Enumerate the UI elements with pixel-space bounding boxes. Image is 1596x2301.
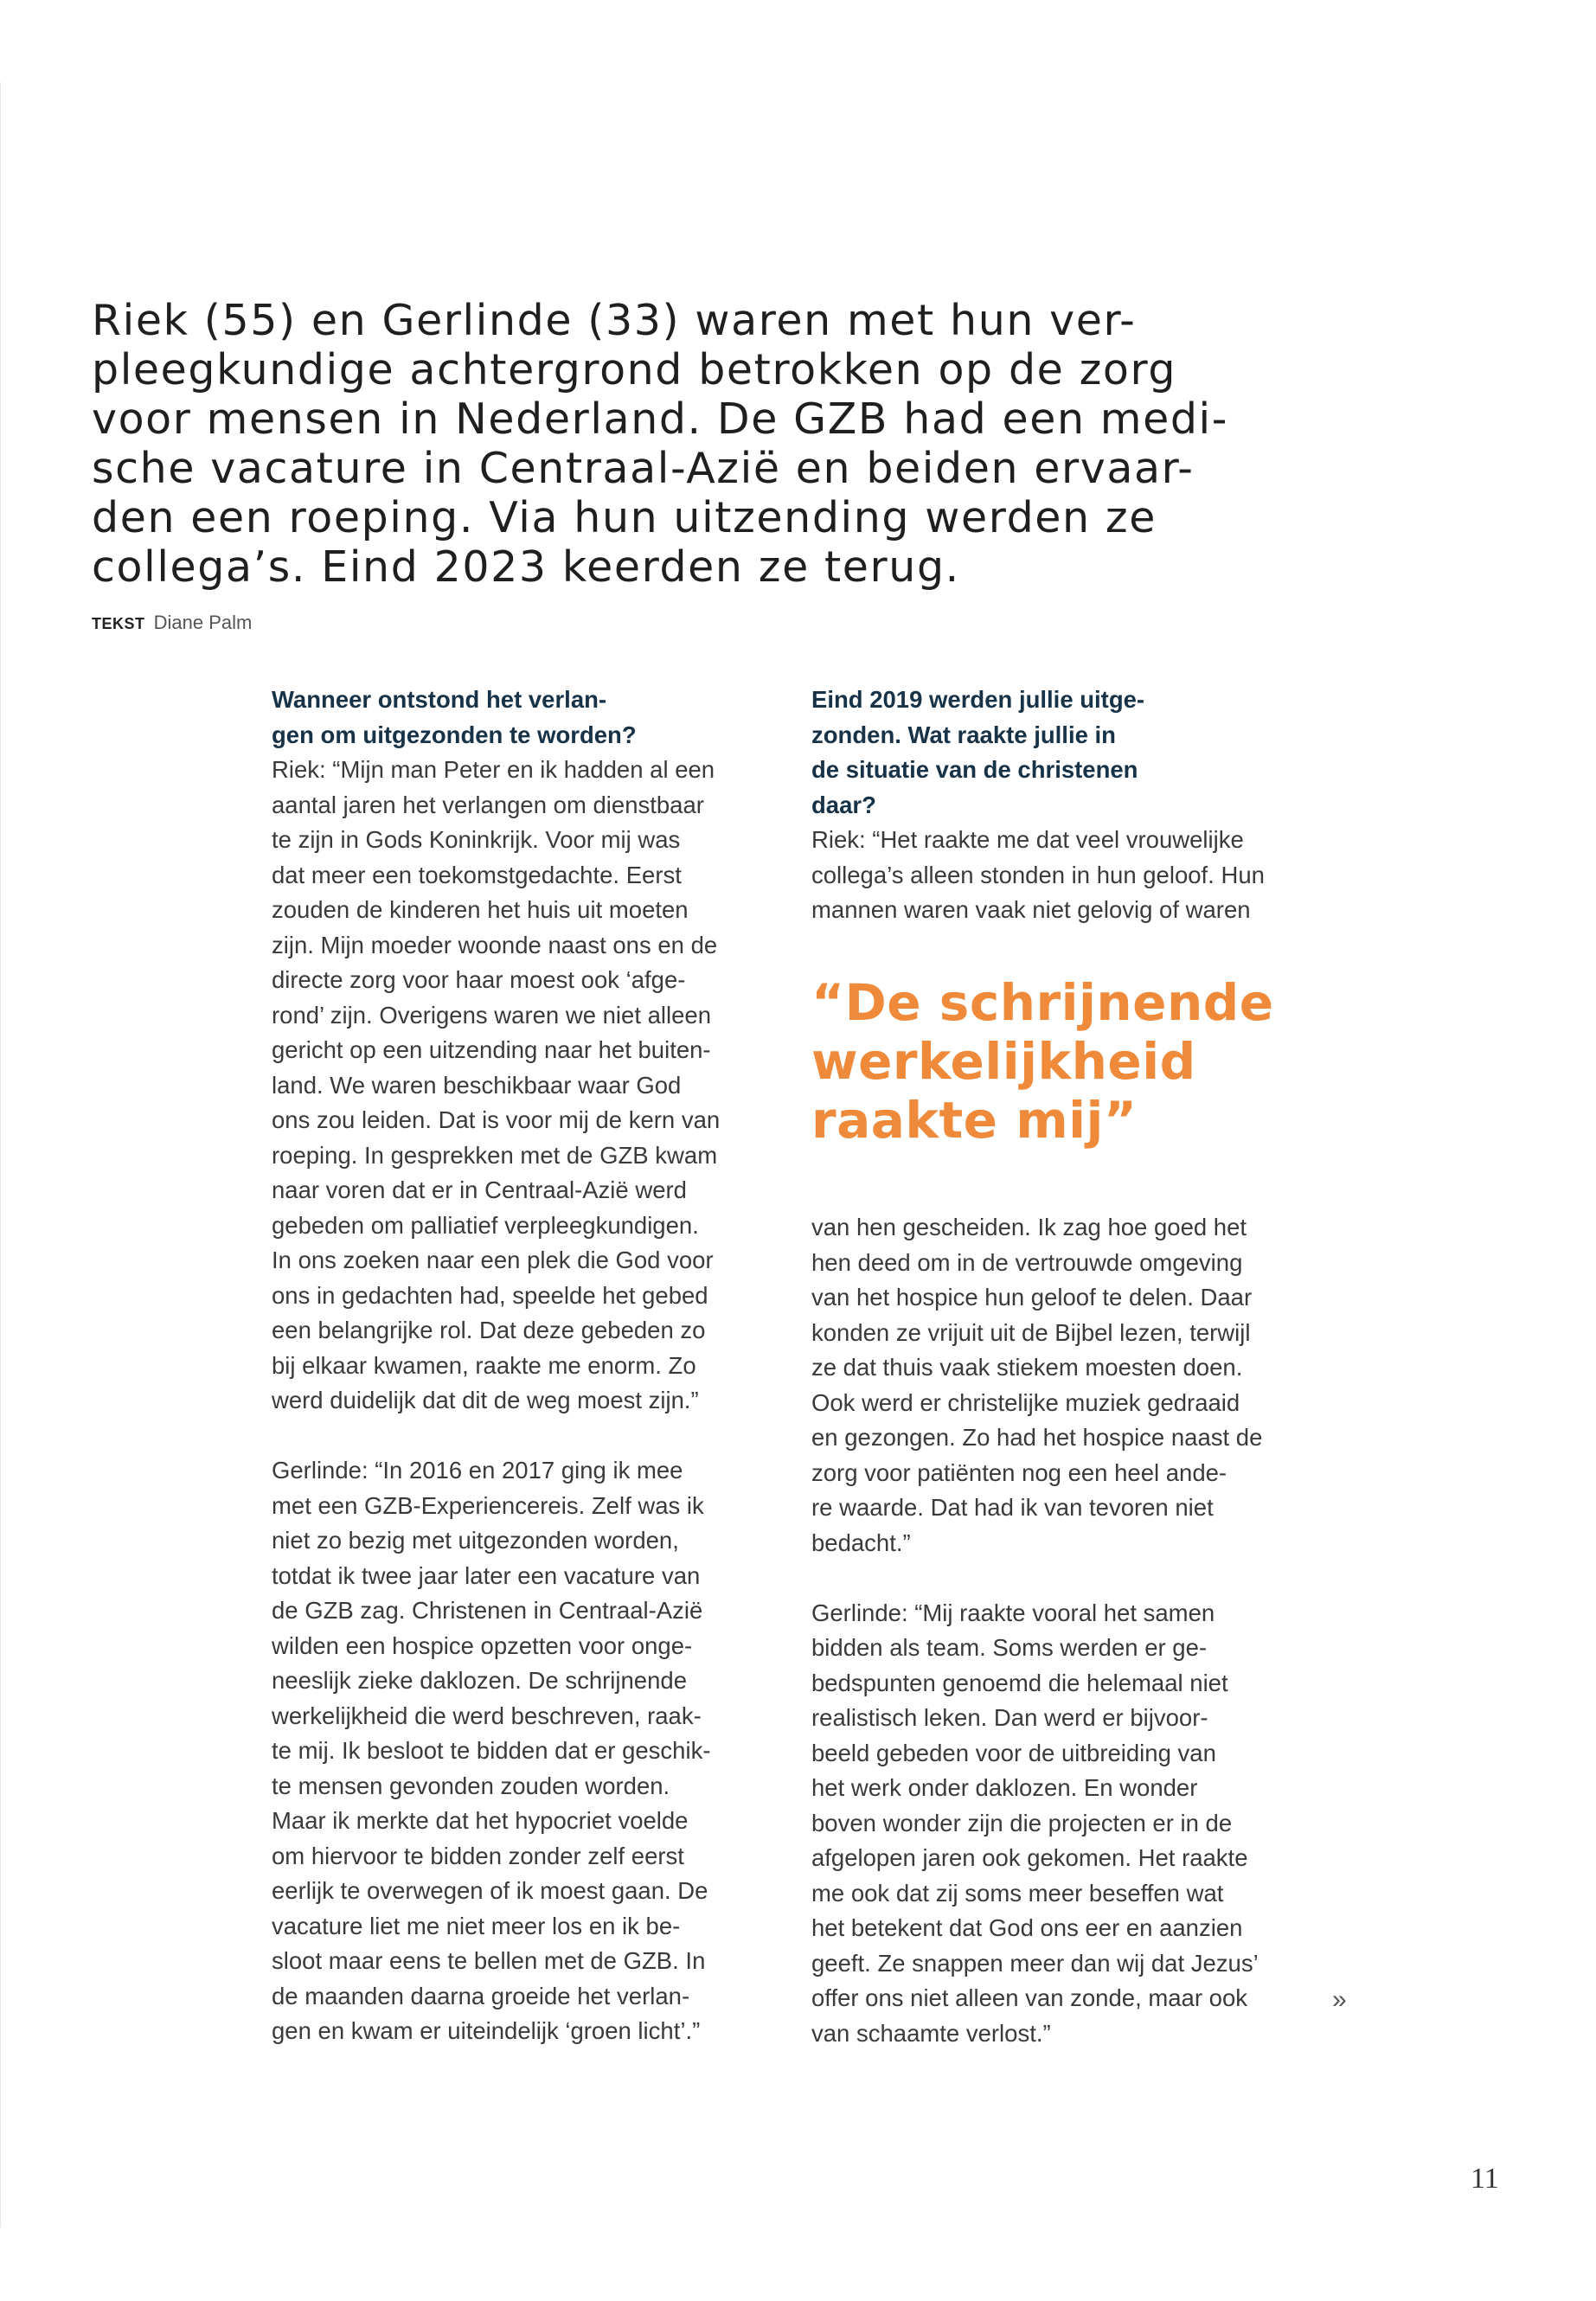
right-column-top: [811, 683, 1330, 928]
answer-line: niet zo bezig met uitgezonden worden,: [272, 1527, 679, 1554]
question-line: Wanneer ontstond het verlan-: [272, 686, 607, 713]
answer-line: van het hospice hun geloof te delen. Daar: [811, 1284, 1253, 1311]
answer-line: Ook werd er christelijke muziek gedraaid: [811, 1388, 1240, 1416]
answer-line: rond’ zijn. Overigens waren we niet alleen: [272, 1001, 711, 1029]
answer-line: bedacht.”: [811, 1529, 911, 1556]
answer-line: land. We waren beschikbaar waar God: [272, 1071, 682, 1099]
credit-author: Diane Palm: [153, 612, 253, 633]
intro-line: Riek (55) en Gerlinde (33) waren met hun ver-: [92, 296, 1137, 345]
answer-line: roeping. In gesprekken met de GZB kwam: [272, 1141, 718, 1169]
answer-line: de GZB zag. Christenen in Centraal-Azië: [272, 1597, 703, 1624]
answer-line: werkelijkheid die werd beschreven, raak-: [272, 1702, 702, 1729]
answer-line: een belangrijke rol. Dat deze gebeden zo: [272, 1317, 706, 1343]
answer-line: collega’s alleen stonden in hun geloof. Hun: [811, 861, 1265, 888]
question-line: gen om uitgezonden te worden?: [272, 721, 637, 748]
answer-line: gebeden om palliatief verpleegkundigen.: [272, 1211, 699, 1239]
answer-line: boven wonder zijn die projecten er in de: [811, 1809, 1233, 1836]
continue-arrow-icon: »: [1332, 1985, 1347, 2014]
answer-line: de maanden daarna groeide het verlan-: [272, 1982, 690, 2009]
answer-line: totdat ik twee jaar later een vacature van: [272, 1561, 701, 1589]
pull-quote-line: “De schrijnende: [811, 973, 1274, 1032]
pull-quote-line: werkelijkheid: [811, 1032, 1196, 1091]
answer-line: gen en kwam er uiteindelijk ‘groen licht’.”: [272, 2017, 701, 2044]
intro-line: pleegkundige achtergrond betrokken op de zorg: [92, 345, 1177, 394]
answer-line: zouden de kinderen het huis uit moeten: [272, 896, 689, 923]
left-column: [272, 683, 791, 2049]
answer-line: Maar ik merkte dat het hypocriet voelde: [272, 1807, 689, 1834]
question-line: de situatie van de christenen: [811, 756, 1138, 783]
intro-line: den een roeping. Via hun uitzending werden ze: [92, 493, 1157, 542]
answer-line: konden ze vrijuit uit de Bijbel lezen, terwijl: [811, 1318, 1251, 1346]
answer-line: aantal jaren het verlangen om dienstbaar: [272, 791, 704, 818]
paragraph-gap: [272, 1419, 791, 1454]
answer-line: Riek: “Mijn man Peter en ik hadden al een: [272, 756, 715, 783]
answer-line: eerlijk te overwegen of ik moest gaan. De: [272, 1877, 708, 1904]
answer-line: mannen waren vaak niet gelovig of waren: [811, 896, 1251, 923]
answer-line: vacature liet me niet meer los en ik be-: [272, 1912, 681, 1939]
answer-line: re waarde. Dat had ik van tevoren niet: [811, 1494, 1214, 1521]
right-column-bottom: [811, 1210, 1330, 2051]
answer-line: sloot maar eens te bellen met de GZB. In: [272, 1947, 706, 1974]
answer-line: bij elkaar kwamen, raakte me enorm. Zo: [272, 1351, 696, 1379]
answer-line: offer ons niet alleen van zonde, maar ook: [811, 1984, 1247, 2011]
answer-line: het werk onder daklozen. En wonder: [811, 1774, 1198, 1801]
answer-line: dat meer een toekomstgedachte. Eerst: [272, 861, 682, 888]
intro-line: collega’s. Eind 2023 keerden ze terug.: [92, 542, 960, 592]
paragraph-gap: [811, 1561, 1330, 1596]
answer-line: wilden een hospice opzetten voor onge-: [272, 1631, 693, 1659]
answer-line: met een GZB-Experiencereis. Zelf was ik: [272, 1491, 704, 1519]
answer-line: Gerlinde: “In 2016 en 2017 ging ik mee: [272, 1457, 683, 1484]
answer-line: ons in gedachten had, speelde het gebed: [272, 1281, 708, 1309]
answer-line: van schaamte verlost.”: [811, 2019, 1051, 2047]
answer-line: zijn. Mijn moeder woonde naast ons en de: [272, 931, 718, 958]
answer-line: ons zou leiden. Dat is voor mij de kern van: [272, 1106, 721, 1133]
question-line: zonden. Wat raakte jullie in: [811, 721, 1116, 748]
pull-quote-line: raakte mij”: [811, 1091, 1138, 1150]
answer-line: te mij. Ik besloot te bidden dat er geschik-: [272, 1737, 711, 1764]
answer-line: neeslijk zieke daklozen. De schrijnende: [272, 1667, 687, 1694]
answer-line: ze dat thuis vaak stiekem moesten doen.: [811, 1354, 1243, 1381]
answer-line: van hen gescheiden. Ik zag hoe goed het: [811, 1214, 1247, 1240]
answer-line: naar voren dat er in Centraal-Azië werd: [272, 1176, 687, 1203]
answer-line: geeft. Ze snappen meer dan wij dat Jezus’: [811, 1949, 1259, 1977]
answer-line: Riek: “Het raakte me dat veel vrouwelijke: [811, 826, 1244, 853]
answer-line: In ons zoeken naar een plek die God voor: [272, 1247, 714, 1273]
author-credit: [92, 612, 252, 634]
question-line: Eind 2019 werden jullie uitge-: [811, 686, 1145, 713]
answer-line: en gezongen. Zo had het hospice naast de: [811, 1424, 1263, 1451]
answer-line: beeld gebeden voor de uitbreiding van: [811, 1739, 1216, 1766]
intro-line: voor mensen in Nederland. De GZB had een medi-: [92, 394, 1229, 444]
page-edge-divider: [0, 82, 1, 2227]
answer-line: bedspunten genoemd die helemaal niet: [811, 1669, 1228, 1696]
answer-line: werd duidelijk dat dit de weg moest zijn.”: [272, 1387, 699, 1413]
question-line: daar?: [811, 791, 876, 818]
answer-line: te mensen gevonden zouden worden.: [272, 1772, 670, 1799]
answer-line: zorg voor patiënten nog een heel ande-: [811, 1458, 1227, 1486]
answer-line: afgelopen jaren ook gekomen. Het raakte: [811, 1844, 1248, 1871]
answer-line: gericht op een uitzending naar het buiten-: [272, 1036, 711, 1063]
answer-line: om hiervoor te bidden zonder zelf eerst: [272, 1842, 684, 1869]
answer-line: hen deed om in de vertrouwde omgeving: [811, 1248, 1243, 1276]
answer-line: me ook dat zij soms meer beseffen wat: [811, 1879, 1224, 1907]
answer-line: directe zorg voor haar moest ook ‘afge-: [272, 966, 686, 993]
answer-line: te zijn in Gods Koninkrijk. Voor mij was: [272, 826, 681, 853]
answer-line: bidden als team. Soms werden er ge-: [811, 1634, 1208, 1661]
answer-line: Gerlinde: “Mij raakte vooral het samen: [811, 1599, 1215, 1626]
credit-label: TEKST: [92, 615, 145, 632]
pull-quote: [811, 973, 1365, 1150]
answer-line: het betekent dat God ons eer en aanzien: [811, 1914, 1243, 1941]
intro-line: sche vacature in Centraal-Azië en beiden ervaar-: [92, 444, 1195, 493]
page-number: 11: [1471, 2163, 1499, 2195]
answer-line: realistisch leken. Dan werd er bijvoor-: [811, 1704, 1208, 1731]
intro-paragraph: [92, 296, 1363, 592]
